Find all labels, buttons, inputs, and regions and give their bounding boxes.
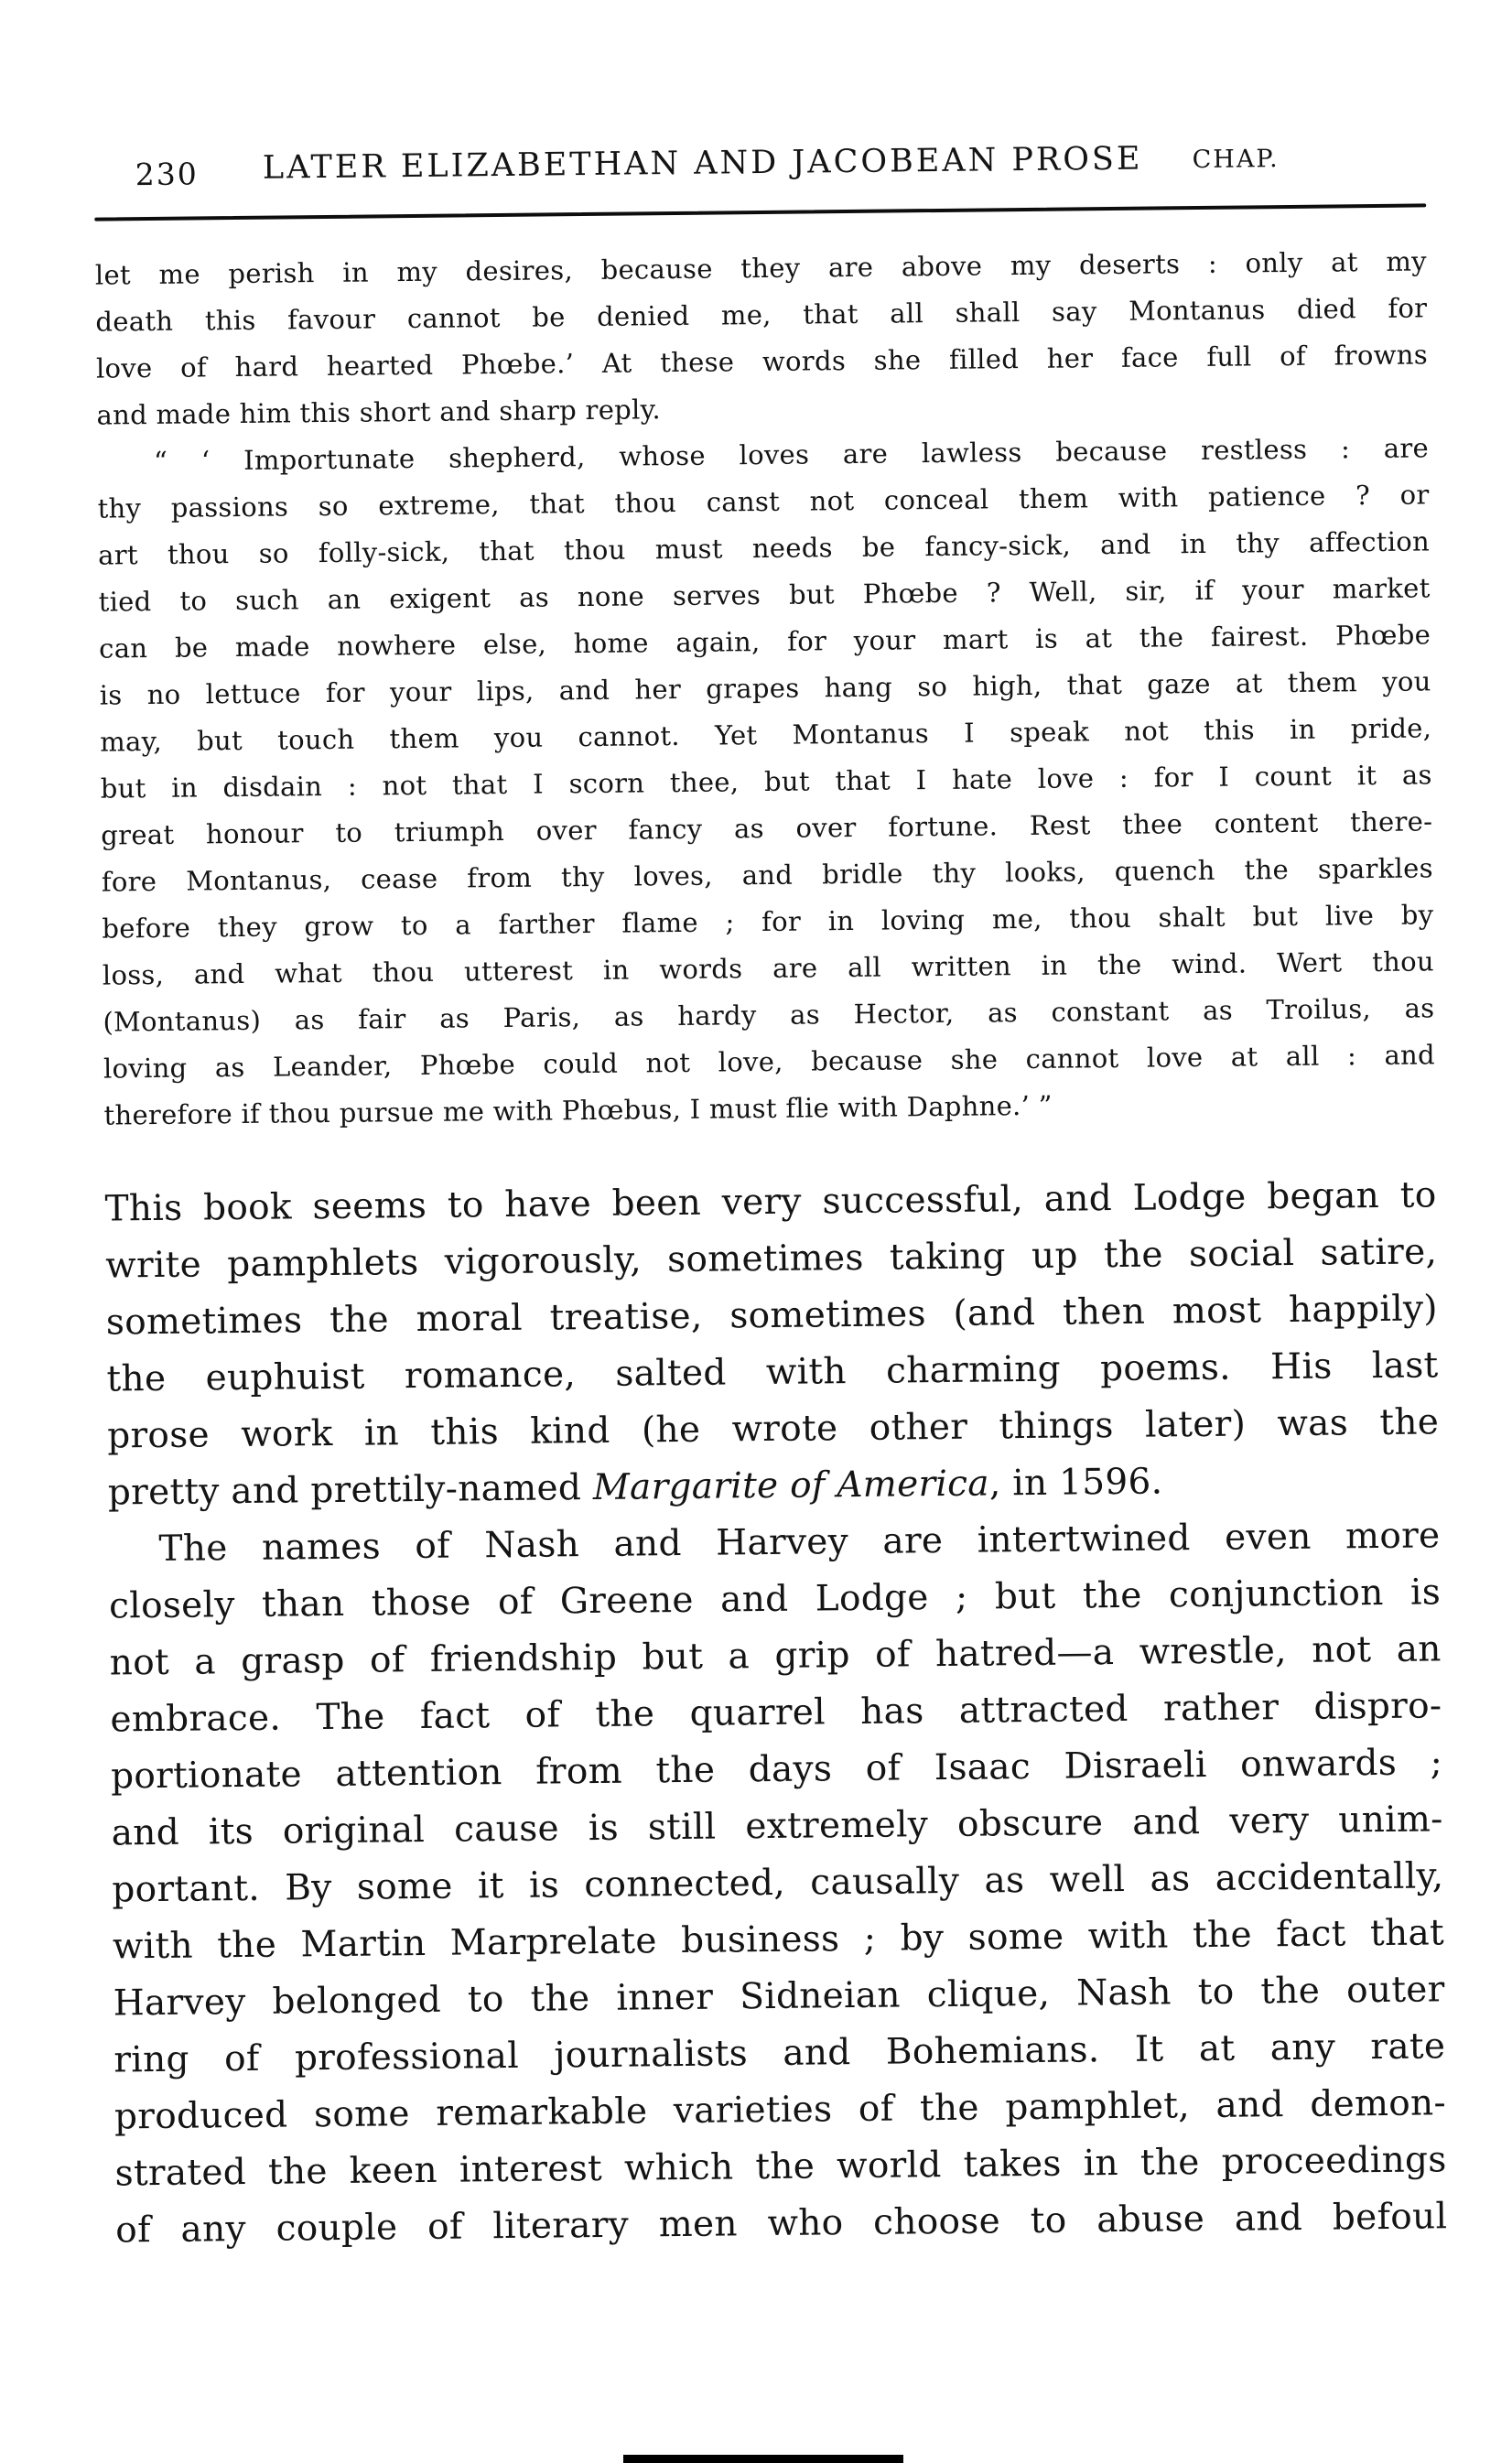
text-line: tied to such an exigent as none serves but Phœbe ? Well, sir, if your market [98, 572, 1431, 618]
text-line: thy passions so extreme, that thou canst not conceal them with patience ? or [97, 479, 1430, 524]
text-line: The names of Nash and Harvey are intertwined even more [158, 1515, 1441, 1570]
page-content [92, 0, 1448, 2260]
text-line: “ ‘ Importunate shepherd, whose loves are lawless because restless : are [153, 432, 1430, 477]
paragraph [104, 1167, 1440, 1521]
chapter-label: CHAP. [1192, 145, 1280, 175]
text-line: prose work in this kind (he wrote other things later) was the [106, 1401, 1440, 1457]
page-number: 230 [135, 156, 199, 193]
body-text [104, 1167, 1447, 2259]
text-line: Harvey belonged to the inner Sidneian clique, Nash to the outer [113, 1969, 1445, 2025]
text-line: death this favour cannot be denied me, that all shall say Montanus died for [95, 292, 1428, 338]
text-line: loving as Leander, Phœbe could not love, because she cannot love at all : and [103, 1039, 1436, 1085]
paragraph [108, 1507, 1447, 2259]
running-head [93, 132, 1426, 210]
text-line: love of hard hearted Phœbe.’ At these words she filled her face full of frowns [95, 339, 1429, 384]
text-line: art thou so folly-sick, that thou must needs be fancy-sick, and in thy affection [97, 525, 1431, 571]
text-line: sometimes the moral treatise, sometimes (and then most happily) [105, 1288, 1439, 1344]
block-quote [95, 238, 1436, 1139]
text-line: produced some remarkable varieties of the pamphlet, and demon- [113, 2082, 1447, 2138]
text-line: closely than those of Greene and Lodge ; but the conjunction is [108, 1572, 1442, 1627]
text-line: is no lettuce for your lips, and her grapes hang so high, that gaze at them you [99, 665, 1431, 711]
text-line: not a grasp of friendship but a grip of hatred—a wrestle, not an [109, 1628, 1442, 1684]
text-line: embrace. The fact of the quarrel has attracted rather dispro- [110, 1685, 1442, 1741]
text-line: strated the keen interest which the world takes in the proceedings [114, 2139, 1447, 2195]
text-line: pretty and prettily-named Margarite of America, in 1596. [107, 1461, 1163, 1514]
paragraph [97, 425, 1436, 1139]
text-line: before they grow to a farther flame ; for in loving me, thou shalt but live by [102, 899, 1434, 945]
scan-artifact-bar [623, 2455, 903, 2463]
text-line: great honour to triumph over fancy as over fortune. Rest thee content there- [101, 805, 1433, 851]
text-line: This book seems to have been very successful, and Lodge began to [104, 1174, 1437, 1230]
text-line: of any couple of literary men who choose to abuse and befoul [115, 2196, 1448, 2252]
text-line: fore Montanus, cease from thy loves, and bridle thy looks, quench the sparkles [101, 852, 1433, 898]
paragraph [95, 238, 1429, 438]
text-line: portionate attention from the days of Isaac Disraeli onwards ; [110, 1742, 1443, 1798]
text-line: can be made nowhere else, home again, for your mart is at the fairest. Phœbe [99, 619, 1431, 664]
text-line: may, but touch them you cannot. Yet Montanus I speak not this in pride, [100, 712, 1432, 758]
text-line: and its original cause is still extremely obscure and very unim- [111, 1799, 1443, 1854]
text-line: loss, and what thou utterest in words are all written in the wind. Wert thou [102, 945, 1435, 991]
running-title: LATER ELIZABETHAN AND JACOBEAN PROSE [262, 140, 1143, 187]
text-line: the euphuist romance, salted with charming poems. His last [106, 1345, 1439, 1400]
text-line: portant. By some it is connected, causally as well as accidentally, [112, 1855, 1444, 1911]
text-line: ring of professional journalists and Bohemians. It at any rate [113, 2025, 1446, 2081]
text-line: let me perish in my desires, because they are above my deserts : only at my [94, 245, 1428, 291]
text-line: therefore if thou pursue me with Phœbus, I must flie with Daphne.’ ” [103, 1089, 1053, 1131]
text-line: but in disdain : not that I scorn thee, but that I hate love : for I count it as [100, 759, 1432, 805]
text-line: with the Martin Marprelate business ; by some with the fact that [112, 1912, 1445, 1968]
text-line: and made him this short and sharp reply. [96, 394, 662, 431]
text-line: write pamphlets vigorously, sometimes taking up the social satire, [105, 1231, 1438, 1287]
text-line: (Montanus) as fair as Paris, as hardy as Hector, as constant as Troilus, as [103, 992, 1435, 1038]
